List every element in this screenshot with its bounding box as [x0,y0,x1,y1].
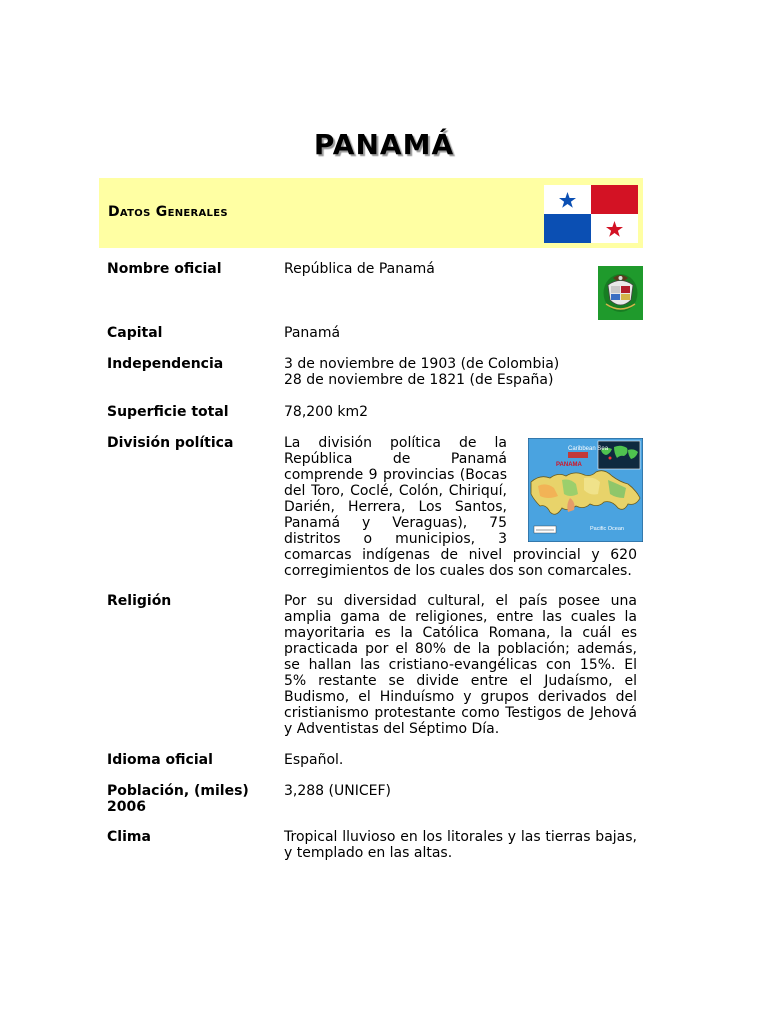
label-political-division: División política [107,435,234,451]
label-capital: Capital [107,325,163,341]
value-capital: Panamá [284,325,341,341]
label-total-area: Superficie total [107,404,229,420]
general-data-banner [99,178,643,248]
label-official-language: Idioma oficial [107,752,213,768]
value-political-division: La división política de la República de Panamá comprende 9 provincias (Bocas del Toro, Coclé, Colón, Chiriquí, Darién, Herrera, Los Santos, Panamá y Veraguas), 75 distritos o municipios, 3 comarcas indígenas de nivel provincial y 620 corregimientos de los cuales dos son comarcales. [284,435,637,579]
value-climate: Tropical lluvioso en los litorales y las tierras bajas, y templado en las altas. [284,829,637,861]
value-independence [284,356,559,388]
label-religion: Religión [107,593,172,609]
panama-flag-image [544,185,638,243]
value-official-name: República de Panamá [284,261,435,277]
coat-of-arms-image [598,266,643,320]
page-title: PANAMÁ [313,128,455,161]
panama-map-image [528,438,643,542]
value-total-area: 78,200 km2 [284,404,369,420]
map-caption-bottom: Pacific Ocean [590,526,624,532]
map-country-label: PANAMA [556,462,582,468]
label-independence: Independencia [107,356,224,372]
label-population: Población, (miles) 2006 [107,783,249,815]
label-climate: Clima [107,829,151,845]
map-caption-top: Caribbean Sea [568,446,609,452]
value-population: 3,288 (UNICEF) [284,783,391,799]
value-official-language: Español. [284,752,344,768]
independence-line: 28 de noviembre de 1821 (de España) [284,372,554,388]
label-official-name: Nombre oficial [107,261,222,277]
independence-line: 3 de noviembre de 1903 (de Colombia) [284,356,560,372]
value-religion: Por su diversidad cultural, el país posee una amplia gama de religiones, entre las cuales la mayoritaria es la Católica Romana, la cuál es practicada por el 80% de la población; además, se hallan las cristiano-evangélicas con 15%. El 5% restante se divide entre el Judaísmo, el Budismo, el Hinduísmo y grupos derivados del cristianismo protestante como Testigos de Jehová y Adventistas del Séptimo Día. [284,593,637,737]
banner-heading: Datos Generales [108,204,228,220]
